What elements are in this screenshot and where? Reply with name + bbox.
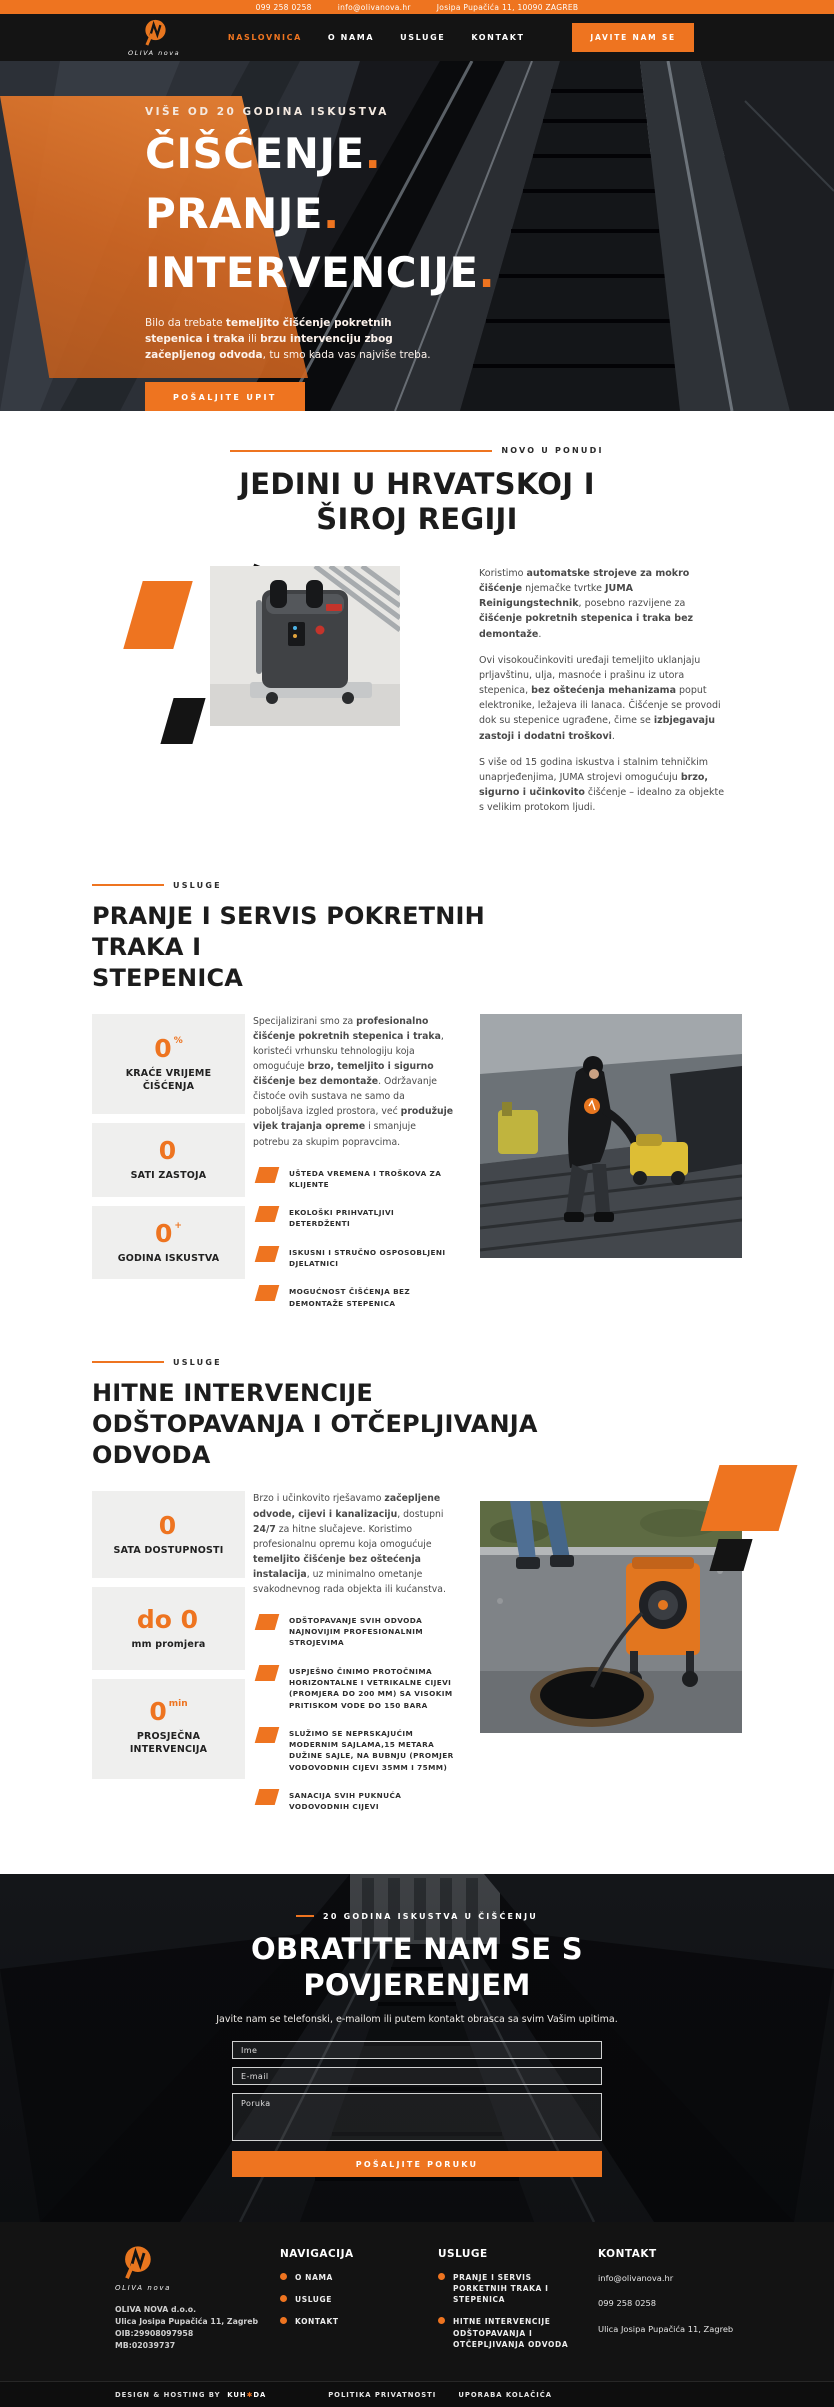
list-item: EKOLOŠKI PRIHVATLJIVI DETERDŽENTI	[253, 1205, 455, 1230]
list-item: UŠTEDA VREMENA I TROŠKOVA ZA KLIJENTE	[253, 1166, 455, 1191]
parallelogram-icon	[255, 1246, 280, 1262]
footer-nav-usluge[interactable]: USLUGE	[280, 2294, 438, 2305]
stat-box: 0 $^{min}$ PROSJEČNA INTERVENCIJA	[92, 1679, 245, 1779]
footer-nav-kontakt[interactable]: KONTAKT	[280, 2316, 438, 2327]
intro-text	[479, 566, 731, 827]
bullet-dot-icon	[438, 2317, 445, 2324]
send-inquiry-button[interactable]: POŠALJITE UPIT	[145, 382, 305, 411]
kuhada-star-icon: ✱	[246, 2391, 254, 2400]
list-item: USPJEŠNO ČINIMO PROTOČNIMA HORIZONTALNE I VETRIKALNE CIJEVI (PROMJERA DO 200 MM) SA VISOKIM PRITISKOM VODE DO 150 BARA	[253, 1664, 455, 1711]
service-section-drains	[0, 1324, 834, 1874]
orange-period: .	[364, 129, 382, 178]
drain-cleaning-photo	[480, 1501, 742, 1733]
name-input[interactable]	[232, 2041, 602, 2059]
list-item: ISKUSNI I STRUČNO OSPOSOBLJENI DJELATNICI	[253, 1245, 455, 1270]
service1-paragraph: Specijalizirani smo za profesionalno čišćenje pokretnih stepenica i traka, koristeći vrhunsku tehnologiju koja omogućuje brzo, temeljito i sigurno čišćenje bez demontaže. Održavanje čistoće ovih sustava ne samo da poboljšava izgled prostora, već produžuje vijek trajanja opreme i smanjuje potrebu za skupim popravcima.	[253, 1016, 454, 1148]
service2-paragraph: Brzo i učinkovito rješavamo začepljene odvode, cijevi i kanalizaciju, dostupni 24/7 za hitne slučajeve. Koristimo profesionalnu opremu koja omogućuje temeljito čišćenje bez oštećenja instalacija, uz minimalno ometanje svakodnevnog rada objekta ili kućanstva.	[253, 1493, 446, 1595]
nav-item-usluge[interactable]: USLUGE	[400, 33, 446, 42]
send-message-button[interactable]: POŠALJITE PORUKU	[232, 2151, 602, 2177]
contact-section	[0, 1874, 834, 2222]
footer-contact-address: Ulica Josipa Pupačića 11, Zagreb	[598, 2323, 734, 2334]
intro-section	[0, 411, 834, 865]
footer-nav-heading: NAVIGACIJA	[280, 2247, 354, 2260]
contact-form	[232, 2041, 602, 2177]
footer-service-link[interactable]: PRANJE I SERVIS PORKETNIH TRAKA I STEPENICA	[438, 2272, 588, 2306]
topbar-address: Josipa Pupačića 11, 10090 ZAGREB	[436, 2, 579, 12]
service1-eyebrow: USLUGE	[92, 881, 742, 890]
eyebrow-line	[296, 1915, 314, 1917]
oliva-nova-logo-icon	[137, 18, 171, 48]
footer	[0, 2222, 834, 2382]
orange-parallelogram-deco	[123, 581, 192, 649]
service1-stats	[92, 1014, 245, 1324]
hero-title: ČIŠĆENJE. PRANJE. INTERVENCIJE.	[145, 129, 496, 298]
contact-eyebrow: 20 GODINA ISKUSTVA U ČIŠĆENJU	[0, 1912, 834, 1921]
navbar	[0, 14, 834, 61]
black-parallelogram-deco	[160, 698, 205, 744]
privacy-policy-link[interactable]: POLITIKA PRIVATNOSTI	[328, 2391, 437, 2400]
contact-description: Javite nam se telefonski, e-mailom ili putem kontakt obrasca sa svim Vašim upitima.	[216, 2014, 618, 2026]
juma-cleaning-machine-photo	[210, 566, 400, 726]
parallelogram-icon	[255, 1727, 280, 1743]
oliva-nova-logo-icon	[115, 2244, 157, 2282]
service2-eyebrow: USLUGE	[92, 1358, 742, 1367]
main-menu	[228, 33, 525, 42]
list-item: SLUŽIMO SE NEPRSKAJUĆIM MODERNIM SAJLAMA,15 METARA DUŽINE SAJLE, NA BUBNJU (PROMJER VODOVODNIH CIJEVI 35MM I 75MM)	[253, 1726, 455, 1773]
contact-title: OBRATITE NAM SE S POVJERENJEM	[251, 1931, 583, 2002]
list-item: SANACIJA SVIH PUKNUĆA VODOVODNIH CIJEVI	[253, 1788, 455, 1813]
parallelogram-icon	[255, 1665, 280, 1681]
list-item: ODŠTOPAVANJE SVIH ODVODA NAJNOVIJIM PROFESIONALNIM STROJEVIMA	[253, 1613, 455, 1649]
intro-paragraph: Koristimo automatske strojeve za mokro čišćenje njemačke tvrtke JUMA Reinigungstechnik, posebno razvijene za čišćenje pokretnih stepenica i traka bez demontaže.	[479, 567, 694, 640]
hero-section	[0, 61, 834, 411]
footer-logo[interactable]	[115, 2244, 280, 2292]
intro-paragraph: Ovi visokoučinkoviti uređaji temeljito uklanjaju prljavštinu, ulja, masnoće i prašinu iz utora stepenica, bez oštećenja mehanizama poput elektronike, ležajeva ili lanaca. Čišćenje se provodi dok su stepenice ugrađene, čime se izbjegavaju zastoji i dodatni troškovi.	[479, 654, 721, 742]
kuhada-brand: KUH✱DA	[227, 2391, 267, 2400]
footer-service-link[interactable]: HITNE INTERVENCIJE ODŠTOPAVANJA I OTČEPLJIVANJA ODVODA	[438, 2316, 588, 2350]
topbar	[0, 0, 834, 14]
bullet-dot-icon	[280, 2273, 287, 2280]
intro-eyebrow: NOVO U PONUDI	[0, 446, 834, 455]
hero-eyebrow: VIŠE OD 20 GODINA ISKUSTVA	[145, 106, 389, 118]
oliva-nova-wordmark: OLIVA nova	[128, 49, 181, 58]
escalator-cleaning-photo	[480, 1014, 742, 1258]
service2-text	[253, 1491, 455, 1827]
stat-box: 0 SATA DOSTUPNOSTI	[92, 1491, 245, 1578]
message-textarea[interactable]	[232, 2093, 602, 2141]
eyebrow-line	[230, 450, 492, 452]
parallelogram-icon	[255, 1206, 280, 1222]
eyebrow-line	[92, 884, 164, 886]
intro-title: JEDINI U HRVATSKOJ I ŠIROJ REGIJI	[239, 467, 595, 537]
oliva-nova-wordmark: OLIVA nova	[115, 2283, 171, 2292]
service2-stats	[92, 1491, 245, 1827]
eyebrow-line	[92, 1361, 164, 1363]
bullet-dot-icon	[280, 2295, 287, 2302]
contact-cta-button[interactable]: JAVITE NAM SE	[572, 23, 694, 52]
design-credit[interactable]: DESIGN & HOSTING BY KUH✱DA	[115, 2391, 267, 2400]
brand-logo[interactable]	[128, 18, 180, 57]
bottom-bar	[0, 2381, 834, 2407]
footer-services-heading: USLUGE	[438, 2247, 488, 2260]
nav-item-kontakt[interactable]: KONTAKT	[471, 33, 525, 42]
list-item: MOGUĆNOST ČIŠĆENJA BEZ DEMONTAŽE STEPENICA	[253, 1284, 455, 1309]
intro-media	[115, 566, 423, 751]
service1-title: PRANJE I SERVIS POKRETNIH TRAKA I STEPENICA	[92, 901, 485, 992]
service-section-escalators	[0, 865, 834, 1324]
stat-box: 0 % KRAĆE VRIJEME ČIŠĆENJA	[92, 1014, 245, 1114]
parallelogram-icon	[255, 1167, 280, 1183]
intro-paragraph: S više od 15 godina iskustva i stalnim tehničkim unaprjeđenjima, JUMA strojevi omogućuju brzo, sigurno i učinkovito čišćenje – idealno za objekte s velikim protokom ljudi.	[479, 756, 725, 814]
parallelogram-icon	[255, 1789, 280, 1805]
service1-text	[253, 1014, 455, 1324]
stat-box: do 0 mm promjera	[92, 1587, 245, 1670]
email-input[interactable]	[232, 2067, 602, 2085]
stat-box: 0 SATI ZASTOJA	[92, 1123, 245, 1197]
cookies-link[interactable]: UPORABA KOLAČIĆA	[458, 2391, 552, 2400]
hero-description: Bilo da trebate temeljito čišćenje pokretnih stepenica i traka ili brzu intervenciju zbog začepljenog odvoda, tu smo kada vas najviše treba.	[145, 316, 431, 362]
parallelogram-icon	[255, 1285, 280, 1301]
bullet-dot-icon	[438, 2273, 445, 2280]
footer-contact-phone[interactable]: 099 258 0258	[598, 2298, 657, 2309]
service2-title: HITNE INTERVENCIJE ODŠTOPAVANJA I OTČEPLJIVANJA ODVODA	[92, 1378, 538, 1470]
nav-item-o-nama[interactable]: O NAMA	[327, 33, 375, 42]
footer-contact-heading: KONTAKT	[598, 2247, 657, 2260]
nav-item-naslovnica[interactable]: NASLOVNICA	[227, 33, 302, 42]
topbar-email[interactable]: info@olivanova.hr	[337, 2, 411, 12]
parallelogram-icon	[255, 1614, 280, 1630]
footer-nav-o-nama[interactable]: O NAMA	[280, 2272, 438, 2283]
bullet-dot-icon	[280, 2317, 287, 2324]
footer-company-info: OLIVA NOVA d.o.o. Ulica Josipa Pupačića 11, Zagreb OIB:29908097958 MB:02039737	[115, 2304, 259, 2350]
stat-box: 0 + GODINA ISKUSTVA	[92, 1206, 245, 1280]
footer-contact-email[interactable]: info@olivanova.hr	[598, 2272, 674, 2283]
topbar-phone[interactable]: 099 258 0258	[255, 2, 312, 12]
